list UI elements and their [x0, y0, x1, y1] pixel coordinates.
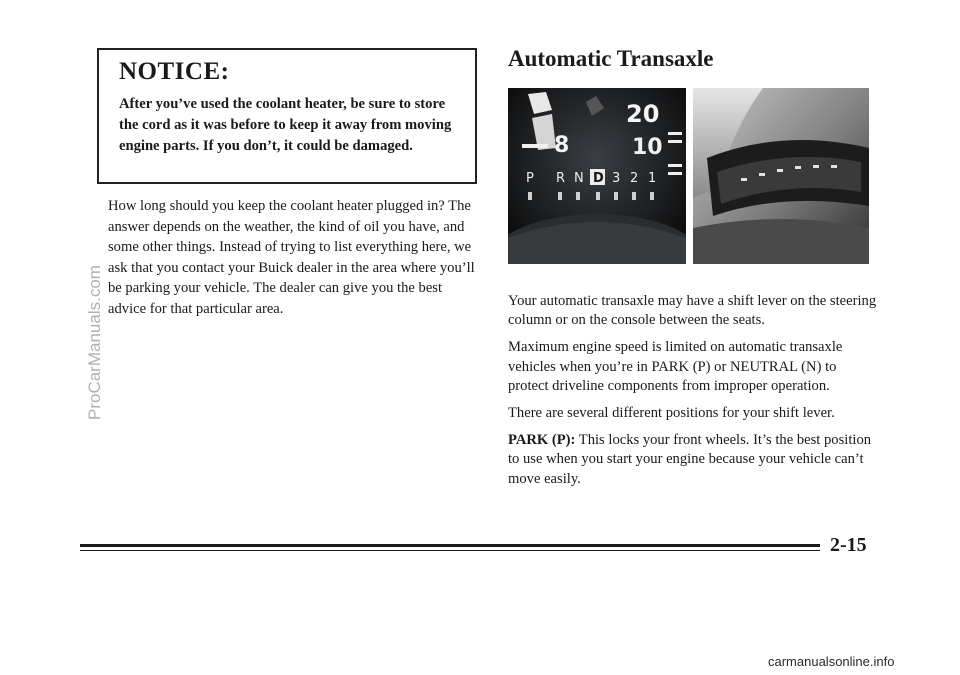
transaxle-paragraph-1: Your automatic transaxle may have a shift lever on the steering column or on the console between the seats. — [508, 293, 877, 329]
gear-letter-selected: D — [593, 171, 604, 186]
column-shift-indicator-photo — [508, 88, 686, 264]
gear-letter: R — [556, 171, 566, 186]
page-number: 2-15 — [830, 534, 867, 556]
gear-letter: 1 — [648, 171, 657, 186]
park-text: This locks your front wheels. It’s the best position to use when you start your engine because your vehicle can’t move easily. — [508, 432, 872, 487]
transaxle-paragraph-3: There are several different positions for your shift lever. — [508, 405, 835, 422]
coolant-heater-paragraph: How long should you keep the coolant heater plugged in? The answer depends on the weather, the kind of oil you have, and some other things. Instead of trying to list everything here, we ask that you contact your Buick dealer in the area where you’ll be parking your vehicle. The dealer can give you the best advice for that particular area. — [108, 198, 475, 317]
notice-body: After you’ve used the coolant heater, be sure to store the cord as it was before to keep it away from moving engine parts. If you don’t, it could be damaged. — [119, 96, 452, 154]
gear-letter: 2 — [630, 171, 639, 186]
section-title: Automatic Transaxle — [508, 46, 714, 71]
footer-watermark: carmanualsonline.info — [768, 654, 895, 669]
speed-numeral-20: 20 — [626, 100, 660, 128]
console-shift-lever-photo — [693, 88, 869, 264]
console-shifter-illustration — [693, 88, 869, 264]
instrument-cluster-illustration — [508, 88, 686, 264]
gear-letter: P — [526, 171, 534, 186]
side-watermark: ProCarManuals.com — [85, 265, 104, 420]
gear-letter: 3 — [612, 171, 621, 186]
notice-title: NOTICE: — [119, 58, 230, 85]
footer-rule-thin — [80, 550, 820, 551]
footer-rule-thick — [80, 544, 820, 547]
gear-letter: N — [574, 171, 584, 186]
transaxle-description — [508, 292, 878, 497]
park-term: PARK (P): — [508, 432, 576, 449]
rpm-numeral: 8 — [554, 133, 570, 158]
speed-numeral-10: 10 — [632, 135, 663, 160]
notice-box — [97, 48, 477, 184]
park-paragraph — [508, 431, 878, 489]
transaxle-paragraph-2: Maximum engine speed is limited on automatic transaxle vehicles when you’re in PARK (P) or NEUTRAL (N) to protect driveline components from improper operation. — [508, 339, 843, 394]
